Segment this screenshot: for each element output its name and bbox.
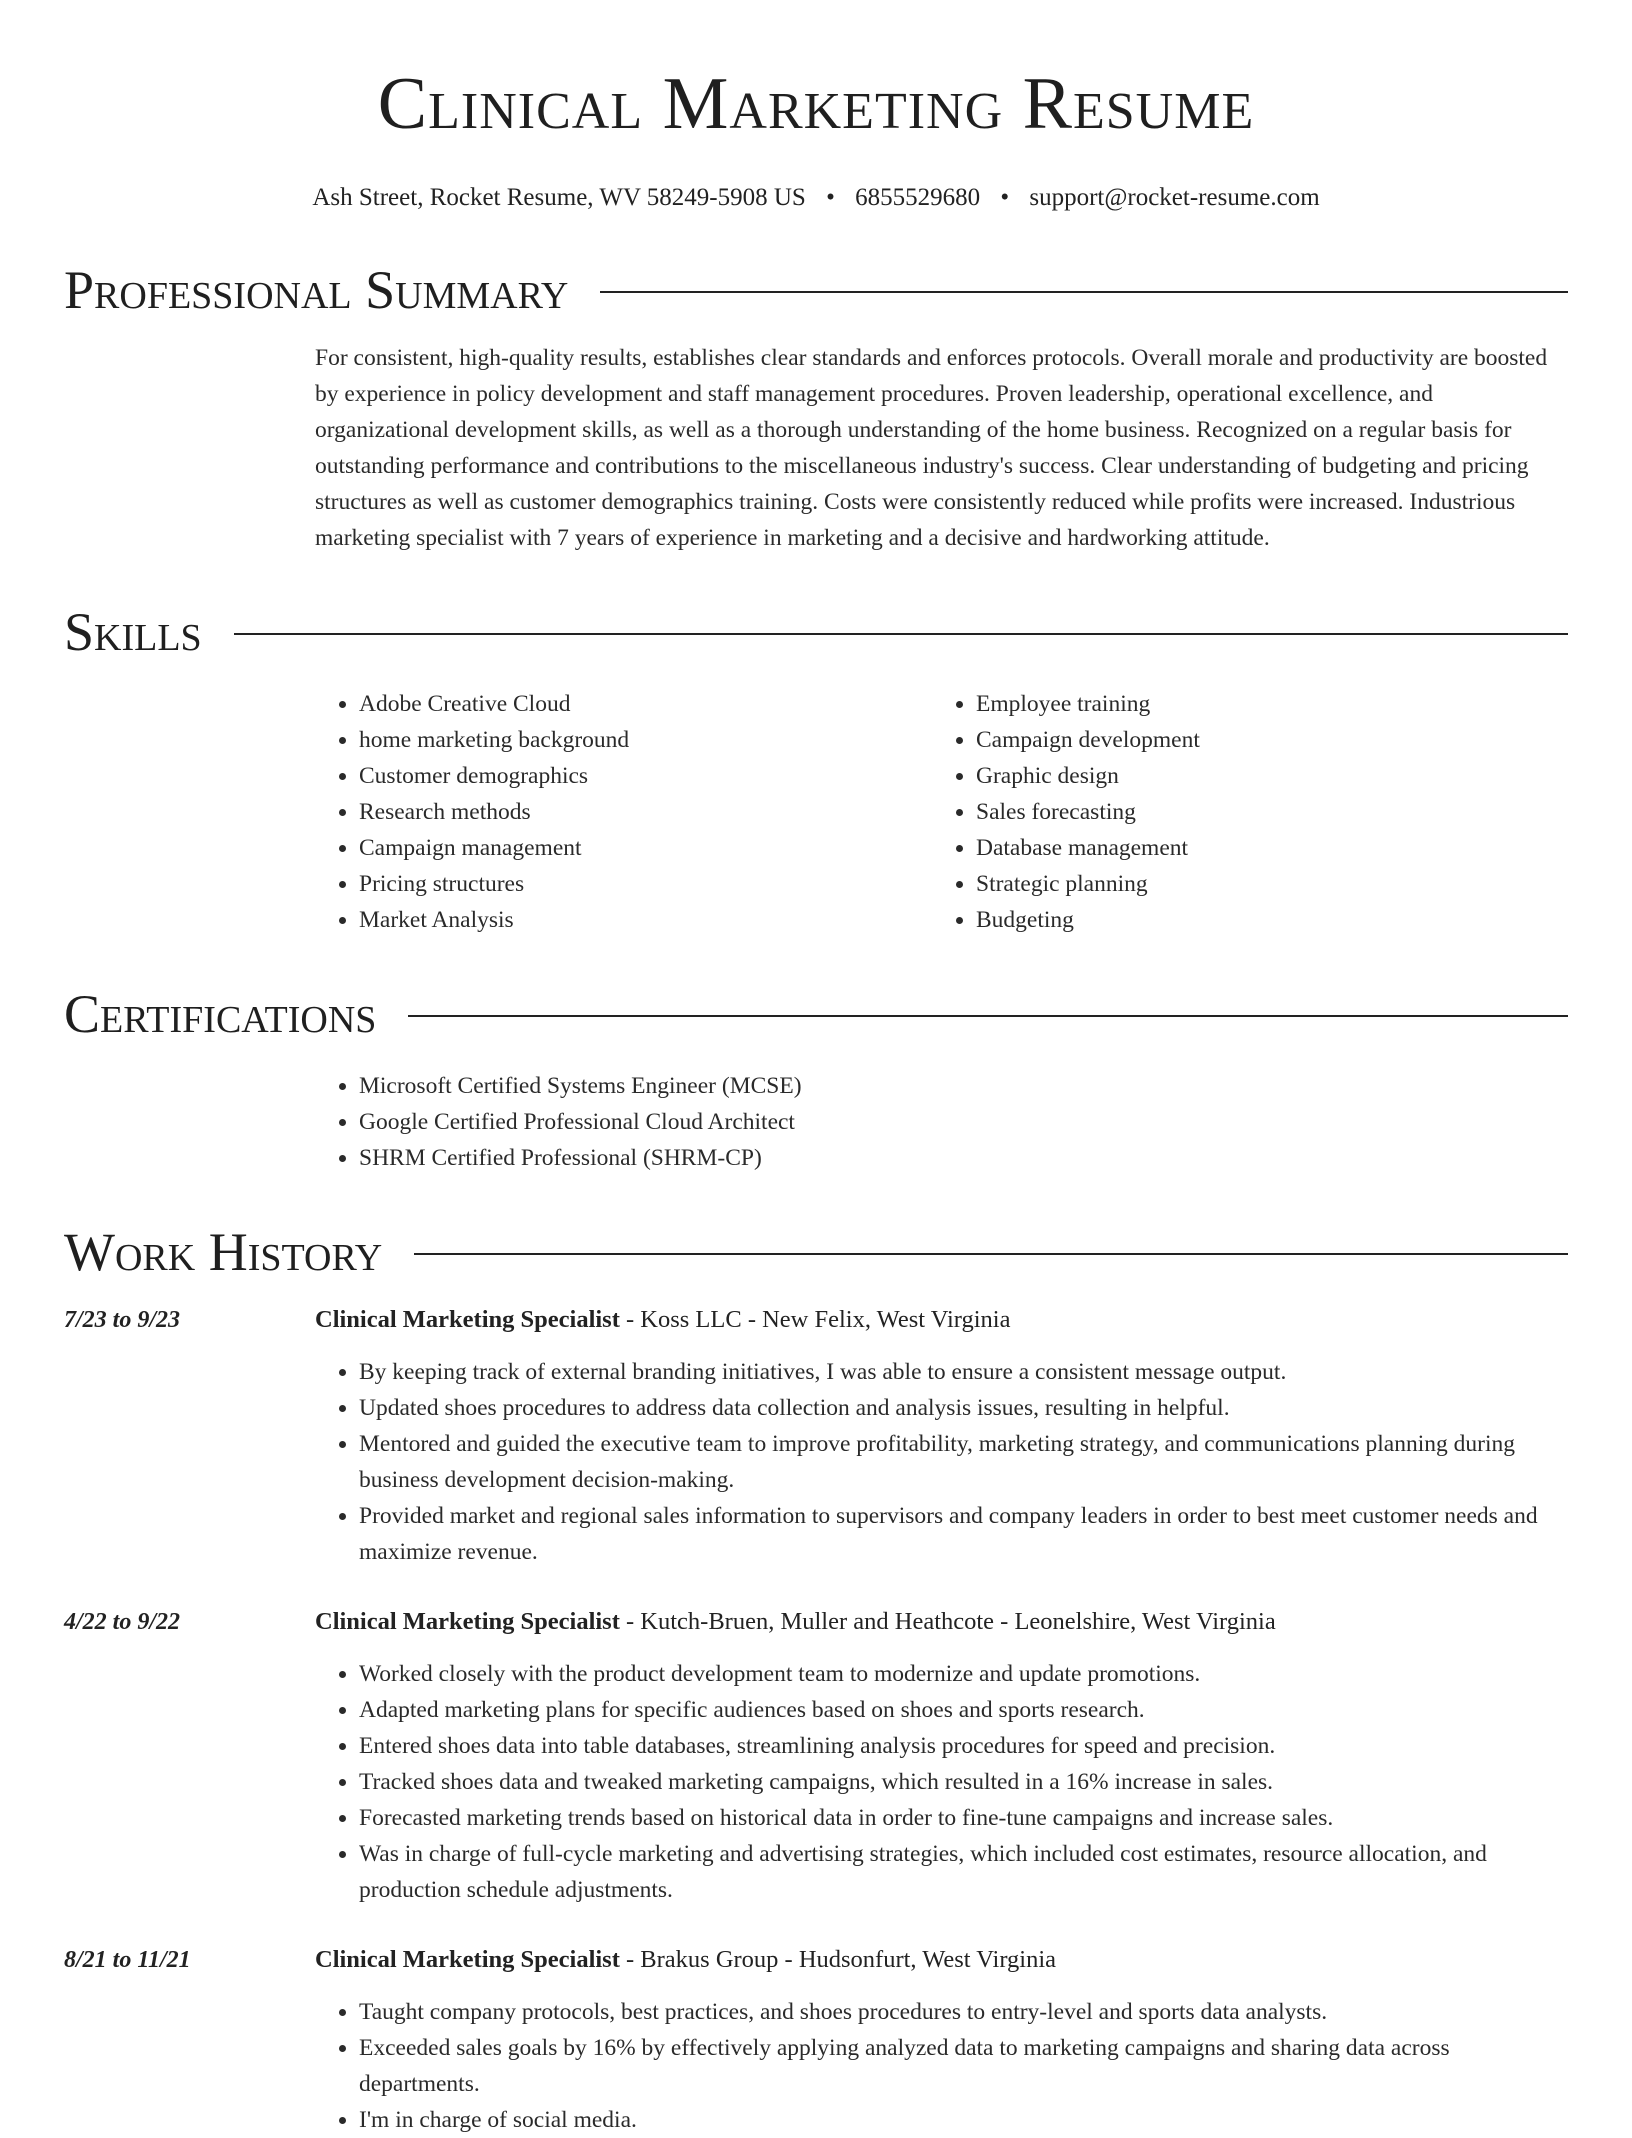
- skill-item: • Research methods: [359, 794, 932, 830]
- section-divider: [414, 1253, 1568, 1255]
- job-bullet: • Provided market and regional sales information to supervisors and company leaders in order to best meet customer needs and maximize revenue.: [359, 1498, 1568, 1570]
- section-divider: [600, 291, 1568, 293]
- job-role: Clinical Marketing Specialist: [315, 1306, 620, 1333]
- section-heading: Skills: [64, 602, 202, 662]
- job-bullets: [315, 1994, 1568, 2138]
- skills-column-right: [932, 686, 1549, 938]
- section-heading: Work History: [64, 1222, 383, 1282]
- job-heading: [315, 1302, 1568, 1338]
- job-bullet: • Adapted marketing plans for specific audiences based on shoes and sports research.: [359, 1692, 1568, 1728]
- job-role: Clinical Marketing Specialist: [315, 1608, 620, 1635]
- job-bullet: • Worked closely with the product development team to modernize and update promotions.: [359, 1656, 1568, 1692]
- contact-phone: 6855529680: [855, 184, 981, 211]
- skill-item: • Graphic design: [976, 758, 1549, 794]
- section-divider: [408, 1015, 1568, 1017]
- skill-item: • Campaign development: [976, 722, 1549, 758]
- section-summary-header: [64, 258, 1568, 322]
- job-bullets: [315, 1354, 1568, 1570]
- skill-item: • Strategic planning: [976, 866, 1549, 902]
- skill-item: • Budgeting: [976, 902, 1549, 938]
- certification-item: • Google Certified Professional Cloud Architect: [359, 1104, 1568, 1140]
- job-bullet: • Taught company protocols, best practices, and shoes procedures to entry-level and sports data analysts.: [359, 1994, 1568, 2030]
- resume-title: Clinical Marketing Resume: [377, 63, 1255, 145]
- job-bullet: • Exceeded sales goals by 16% by effectively applying analyzed data to marketing campaigns and sharing data across departments.: [359, 2030, 1568, 2102]
- contact-email: support@rocket-resume.com: [1029, 184, 1320, 211]
- job-dates: 8/21 to 11/21: [64, 1947, 191, 1973]
- job-entry: [64, 1604, 1568, 1908]
- job-company: - Koss LLC - New Felix, West Virginia: [619, 1306, 1011, 1333]
- skill-item: • Employee training: [976, 686, 1549, 722]
- job-company: - Brakus Group - Hudsonfurt, West Virginia: [619, 1946, 1057, 1973]
- job-bullet: • Entered shoes data into table databases, streamlining analysis procedures for speed and precision.: [359, 1728, 1568, 1764]
- job-bullet: • Mentored and guided the executive team to improve profitability, marketing strategy, and communications planning during business development decision-making.: [359, 1426, 1568, 1498]
- skills-column-left: [315, 686, 932, 938]
- job-entry: [64, 1302, 1568, 1570]
- job-company: - Kutch-Bruen, Muller and Heathcote - Leonelshire, West Virginia: [619, 1608, 1276, 1635]
- contact-separator: •: [826, 184, 835, 211]
- skill-item: • home marketing background: [359, 722, 932, 758]
- contact-line: [64, 182, 1568, 214]
- job-bullet: • Tracked shoes data and tweaked marketing campaigns, which resulted in a 16% increase in sales.: [359, 1764, 1568, 1800]
- job-heading: [315, 1942, 1568, 1978]
- skill-item: • Database management: [976, 830, 1549, 866]
- skill-item: • Sales forecasting: [976, 794, 1549, 830]
- job-body: [315, 1302, 1568, 1570]
- job-bullet: • By keeping track of external branding initiatives, I was able to ensure a consistent message output.: [359, 1354, 1568, 1390]
- contact-address: Ash Street, Rocket Resume, WV 58249-5908 US: [312, 184, 806, 211]
- section-heading: Professional Summary: [64, 260, 569, 320]
- job-bullet: • Updated shoes procedures to address data collection and analysis issues, resulting in helpful.: [359, 1390, 1568, 1426]
- certifications-list: [315, 1068, 1568, 1176]
- skill-item: • Campaign management: [359, 830, 932, 866]
- skill-item: • Adobe Creative Cloud: [359, 686, 932, 722]
- certification-item: • SHRM Certified Professional (SHRM-CP): [359, 1140, 1568, 1176]
- job-bullet: • Was in charge of full-cycle marketing and advertising strategies, which included cost estimates, resource allocation, and production schedule adjustments.: [359, 1836, 1568, 1908]
- section-certifications-header: [64, 982, 1568, 1046]
- summary-text: For consistent, high-quality results, establishes clear standards and enforces protocols. Overall morale and productivity are boosted by experience in policy development and staff management procedures. Proven leadership, operational excellence, and organizational development skills, as well as a thorough understanding of the home business. Recognized on a regular basis for outstanding performance and contributions to the miscellaneous industry's success. Clear understanding of budgeting and pricing structures as well as customer demographics training. Costs were consistently reduced while profits were increased. Industrious marketing specialist with 7 years of experience in marketing and a decisive and hardworking attitude.: [315, 345, 1548, 551]
- skill-item: • Pricing structures: [359, 866, 932, 902]
- job-body: [315, 1942, 1568, 2138]
- certification-item: • Microsoft Certified Systems Engineer (MCSE): [359, 1068, 1568, 1104]
- job-bullets: [315, 1656, 1568, 1908]
- section-work-history-header: [64, 1220, 1568, 1284]
- job-bullet: • I'm in charge of social media.: [359, 2102, 1568, 2138]
- skill-item: • Market Analysis: [359, 902, 932, 938]
- section-skills-header: [64, 600, 1568, 664]
- job-role: Clinical Marketing Specialist: [315, 1946, 620, 1973]
- skills-list: [315, 686, 1568, 938]
- job-entry: [64, 1942, 1568, 2138]
- section-divider: [234, 633, 1568, 635]
- skill-item: • Customer demographics: [359, 758, 932, 794]
- job-heading: [315, 1604, 1568, 1640]
- job-dates: 7/23 to 9/23: [64, 1307, 181, 1333]
- job-bullet: • Forecasted marketing trends based on historical data in order to fine-tune campaigns and increase sales.: [359, 1800, 1568, 1836]
- job-dates: 4/22 to 9/22: [64, 1609, 181, 1635]
- job-body: [315, 1604, 1568, 1908]
- section-heading: Certifications: [64, 984, 377, 1044]
- contact-separator: •: [1000, 184, 1010, 211]
